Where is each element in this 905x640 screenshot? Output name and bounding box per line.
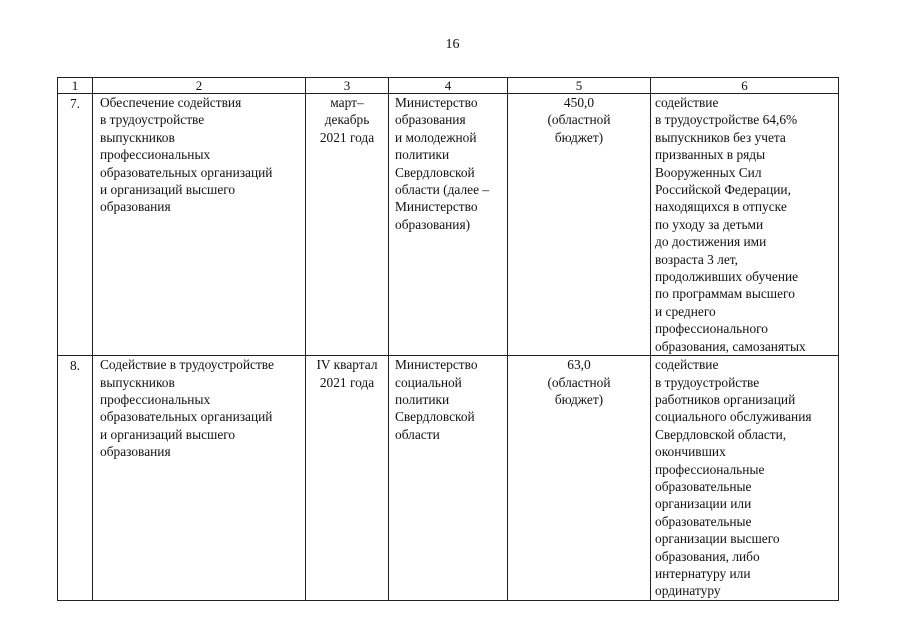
header-col-4: 4: [389, 78, 508, 94]
header-col-1: 1: [58, 78, 93, 94]
result-text: содействие в трудоустройстве 64,6% выпускников без учета призванных в ряды Вооруженных Сил Российской Федерации, находящихся в отпуске по уходу за детьми до достижения ими возраста 3 лет, продолживших обучение по программам высшего и среднего профессионального образования, самозанятых: [655, 95, 806, 354]
table-row: [58, 94, 839, 356]
executor-text: Министерство социальной политики Свердловской области: [395, 357, 478, 442]
task-text: Содействие в трудоустройстве выпускников профессиональных образовательных организаций и организаций высшего образования: [100, 357, 274, 460]
executor-cell: [389, 94, 508, 356]
period-text: IV квартал 2021 года: [316, 357, 378, 390]
funding-text: 63,0 (областной бюджет): [547, 357, 611, 407]
task-text: Обеспечение содействия в трудоустройстве выпускников профессиональных образовательных организаций и организаций высшего образования: [100, 95, 273, 215]
page-number: 16: [445, 37, 460, 52]
header-col-5: 5: [508, 78, 651, 94]
header-row: [58, 78, 839, 94]
period-text: март– декабрь 2021 года: [319, 95, 375, 145]
period-cell: [306, 94, 389, 356]
row-number: 7.: [69, 96, 81, 111]
table-row: [58, 356, 839, 601]
result-text: содействие в трудоустройстве работников организаций социального обслуживания Свердловской области, окончивших профессиональные образовательные организации или образовательные организации высшего образования, либо интернатуру или ординатуру: [655, 357, 812, 599]
header-col-2: 2: [93, 78, 306, 94]
row-number-cell: [58, 356, 93, 601]
row-number-cell: [58, 94, 93, 356]
funding-cell: [508, 356, 651, 601]
task-cell: [93, 94, 306, 356]
funding-text: 450,0 (областной бюджет): [547, 95, 611, 145]
period-cell: [306, 356, 389, 601]
measures-table: [57, 77, 839, 601]
header-col-6: 6: [651, 78, 839, 94]
header-col-3: 3: [306, 78, 389, 94]
executor-cell: [389, 356, 508, 601]
executor-text: Министерство образования и молодежной политики Свердловской области (далее – Министерство образования): [395, 95, 490, 232]
funding-cell: [508, 94, 651, 356]
row-number: 8.: [69, 358, 81, 374]
result-cell: [651, 94, 839, 356]
result-cell: [651, 356, 839, 601]
task-cell: [93, 356, 306, 601]
